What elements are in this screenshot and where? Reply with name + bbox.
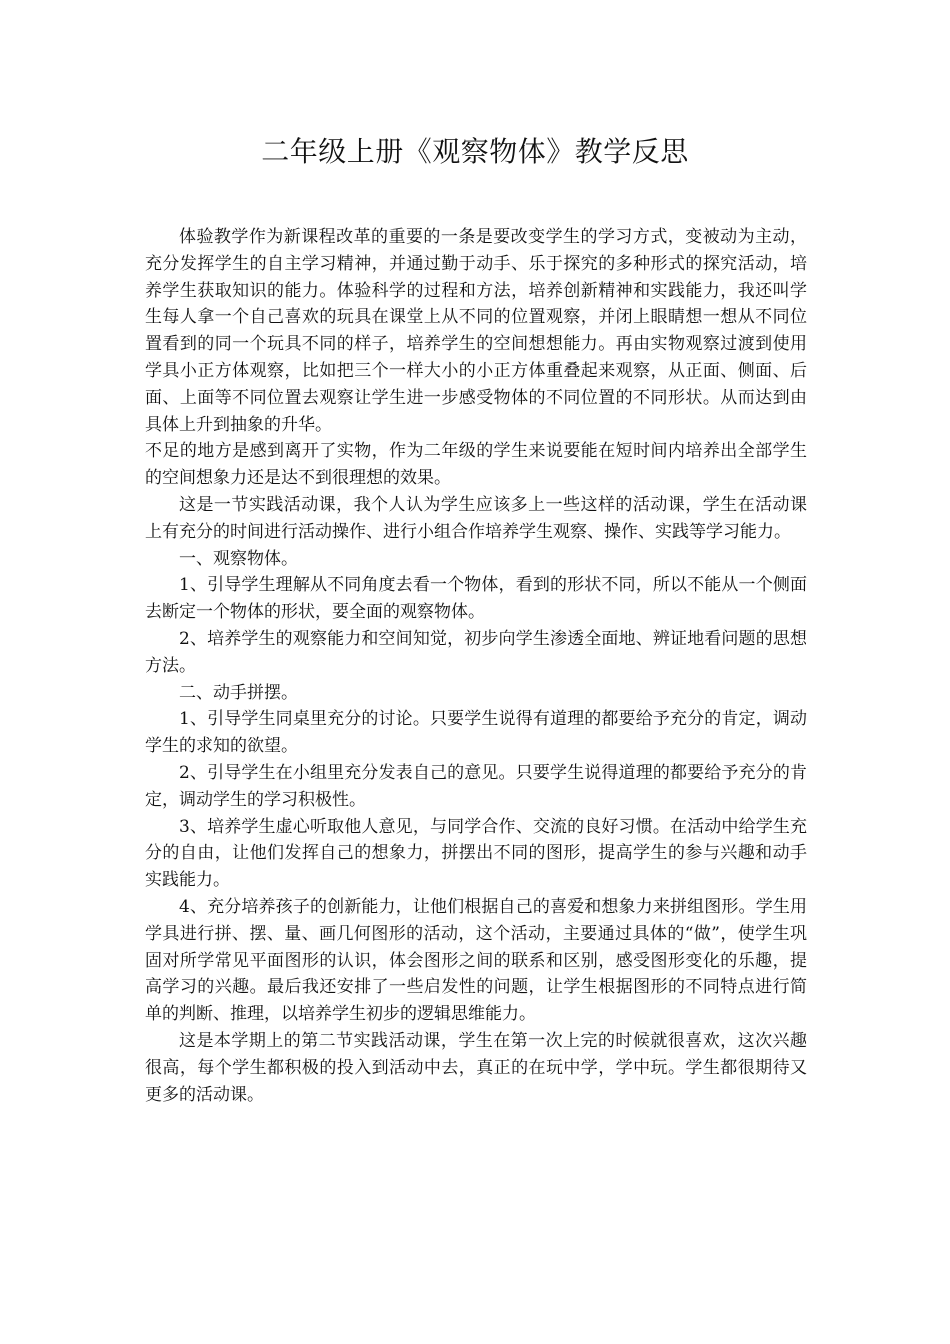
document-title: 二年级上册《观察物体》教学反思 xyxy=(261,135,689,168)
list-item-assemble-2: 2、引导学生在小组里充分发表自己的意见。只要学生说得道理的都要给予充分的肯定，调动学生的学习积极性。 xyxy=(145,762,807,810)
paragraph-conclusion: 这是本学期上的第二节实践活动课，学生在第一次上完的时候就很喜欢，这次兴趣很高，每个学生都积极的投入到活动中去，真正的在玩中学，学中玩。学生都很期待又更多的活动课。 xyxy=(145,1030,807,1105)
document-body xyxy=(145,224,807,1108)
paragraph-shortcoming: 不足的地方是感到离开了实物，作为二年级的学生来说要能在短时间内培养出全部学生的空间想象力还是达不到很理想的效果。 xyxy=(145,441,807,489)
list-item-assemble-3: 3、培养学生虚心听取他人意见，与同学合作、交流的良好习惯。在活动中给学生充分的自由，让他们发挥自己的想象力，拼摆出不同的图形，提高学生的参与兴趣和动手实践能力。 xyxy=(145,816,807,891)
list-item-assemble-1: 1、引导学生同桌里充分的讨论。只要学生说得有道理的都要给予充分的肯定，调动学生的求知的欲望。 xyxy=(145,709,807,757)
list-item-observe-2: 2、培养学生的观察能力和空间知觉，初步向学生渗透全面地、辨证地看问题的思想方法。 xyxy=(145,628,807,676)
paragraph-activity-lesson: 这是一节实践活动课，我个人认为学生应该多上一些这样的活动课，学生在活动课上有充分的时间进行活动操作、进行小组合作培养学生观察、操作、实践等学习能力。 xyxy=(145,494,807,542)
paragraph-intro: 体验教学作为新课程改革的重要的一条是要改变学生的学习方式，变被动为主动，充分发挥学生的自主学习精神，并通过勤于动手、乐于探究的多种形式的探究活动，培养学生获取知识的能力。体验科学的过程和方法，培养创新精神和实践能力，我还叫学生每人拿一个自己喜欢的玩具在课堂上从不同的位置观察，并闭上眼睛想一想从不同位置看到的同一个玩具不同的样子，培养学生的空间想想能力。再由实物观察过渡到使用学具小正方体观察，比如把三个一样大小的小正方体重叠起来观察，从正面、侧面、后面、上面等不同位置去观察让学生进一步感受物体的不同位置的不同形状。从而达到由具体上升到抽象的升华。 xyxy=(145,227,807,435)
section-heading-assemble: 二、动手拼摆。 xyxy=(179,682,298,703)
list-item-observe-1: 1、引导学生理解从不同角度去看一个物体，看到的形状不同，所以不能从一个侧面去断定一个物体的形状，要全面的观察物体。 xyxy=(145,575,807,623)
section-heading-observe: 一、观察物体。 xyxy=(179,548,298,569)
list-item-assemble-4: 4、充分培养孩子的创新能力，让他们根据自己的喜爱和想象力来拼组图形。学生用学具进行拼、摆、量、画几何图形的活动，这个活动，主要通过具体的“做”，使学生巩固对所学常见平面图形的认识，体会图形之间的联系和区别，感受图形变化的乐趣，提高学习的兴趣。最后我还安排了一些启发性的问题，让学生根据图形的不同特点进行简单的判断、推理，以培养学生初步的逻辑思维能力。 xyxy=(145,896,807,1025)
